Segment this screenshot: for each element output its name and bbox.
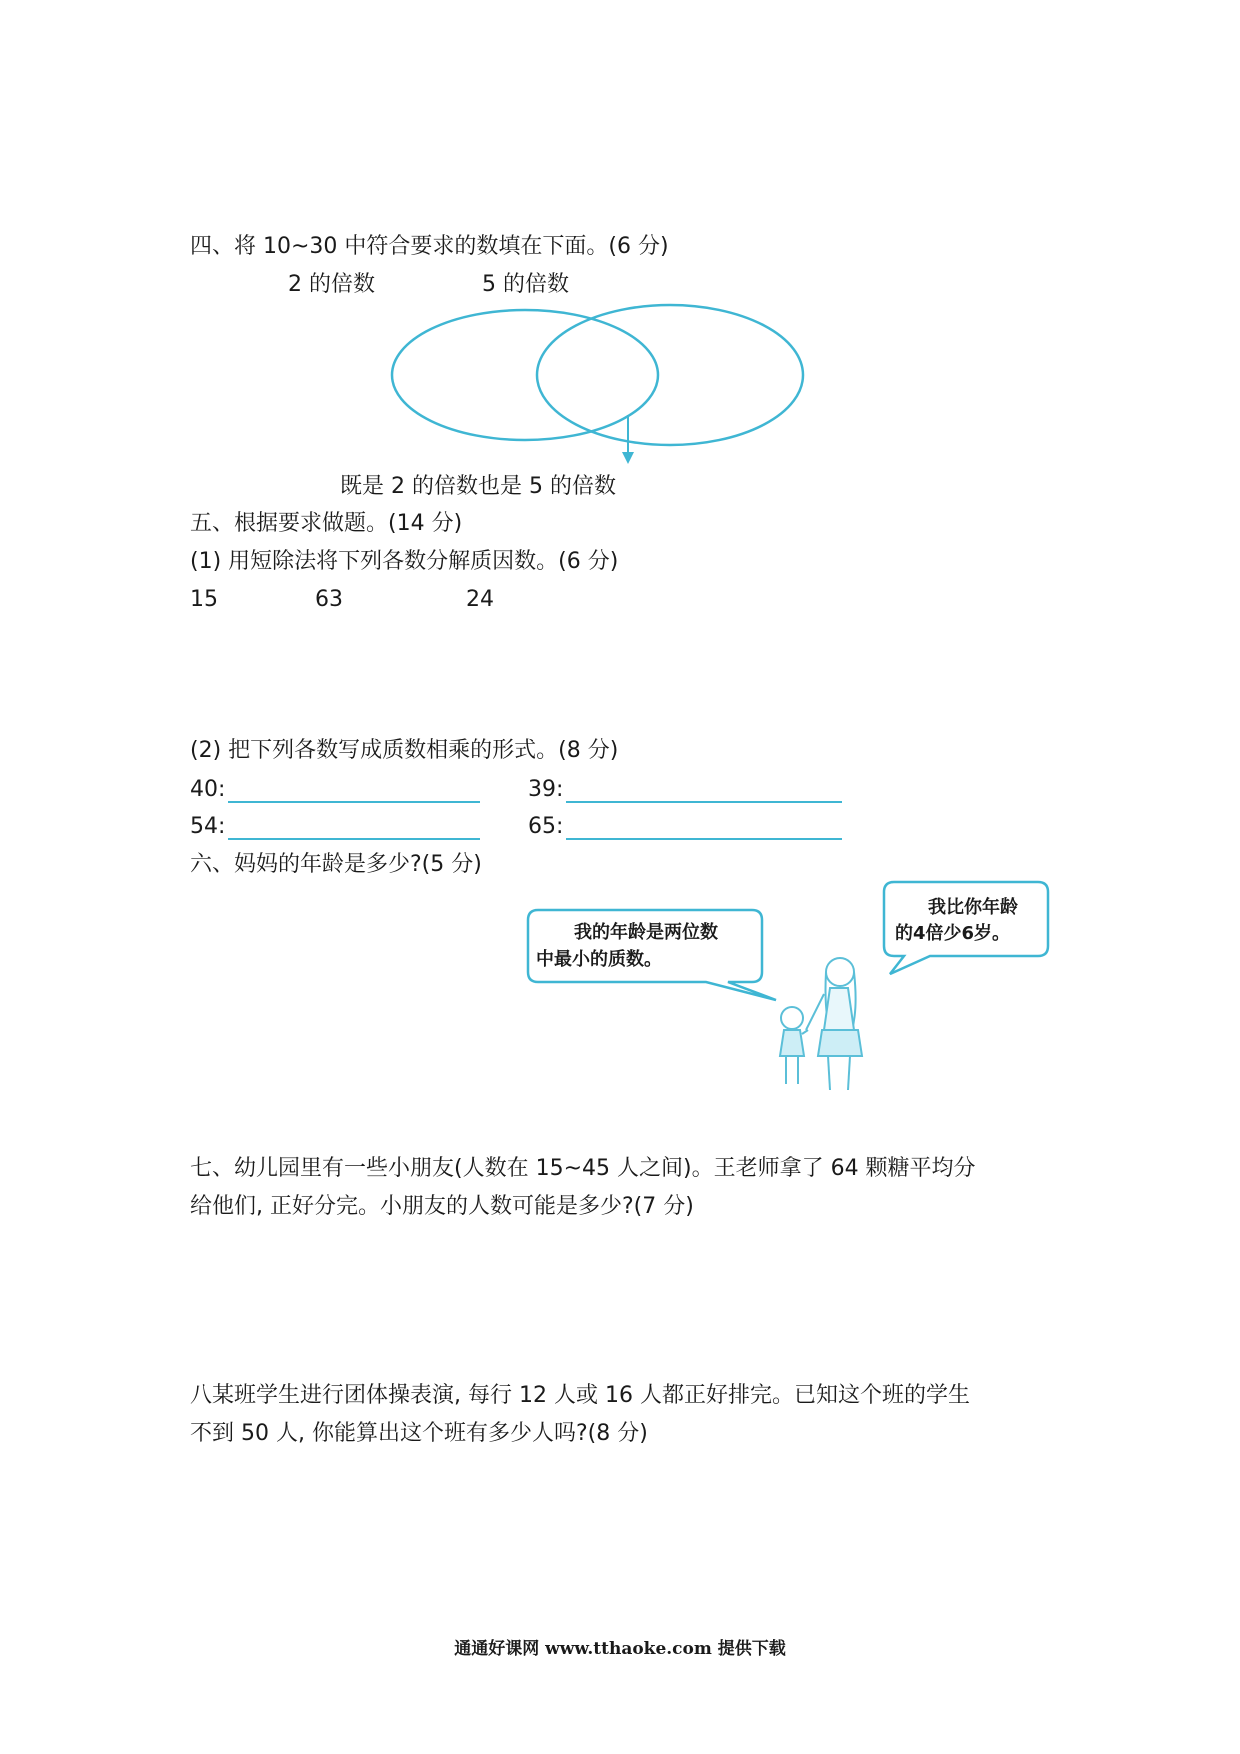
mother-figure [806,958,862,1090]
q8-line2: 不到 50 人, 你能算出这个班有多少人吗?(8 分) [190,1421,648,1446]
venn-left-ellipse [392,310,658,440]
q6-title: 六、妈妈的年龄是多少?(5 分) [190,852,482,877]
bubble-left-line2: 中最小的质数。 [536,949,662,970]
venn-right-ellipse [537,305,803,445]
q5-item-65-answer-line[interactable] [566,838,842,840]
q5-item-54-answer-line[interactable] [228,838,480,840]
bubble-right-line1: 我比你年龄 [928,897,1018,918]
q5-sub2: (2) 把下列各数写成质数相乘的形式。(8 分) [190,738,619,763]
venn-diagram [385,298,865,468]
footer-credit: 通通好课网 www.tthaoke.com 提供下载 [454,1639,786,1659]
daughter-figure [780,1007,808,1084]
q5-title: 五、根据要求做题。(14 分) [190,511,463,536]
bubble-left-line1: 我的年龄是两位数 [574,922,718,943]
q5-item-65-label: 65: [528,814,564,839]
q5-item-39-answer-line[interactable] [566,801,842,803]
q5-item-54-label: 54: [190,814,226,839]
q5-sub1: (1) 用短除法将下列各数分解质因数。(6 分) [190,549,619,574]
bubble-right-line2: 的4倍少6岁。 [895,923,1011,944]
venn-label-multiples-of-2: 2 的倍数 [288,272,375,297]
q7-line1: 七、幼儿园里有一些小朋友(人数在 15~45 人之间)。王老师拿了 64 颗糖平均分 [190,1156,976,1181]
venn-label-both: 既是 2 的倍数也是 5 的倍数 [340,474,616,499]
q5-item-40-answer-line[interactable] [228,801,480,803]
venn-arrow-head [622,452,634,464]
venn-label-multiples-of-5: 5 的倍数 [482,272,569,297]
q5-num-24: 24 [466,587,494,612]
q5-num-15: 15 [190,587,218,612]
q5-item-39-label: 39: [528,777,564,802]
q5-num-63: 63 [315,587,343,612]
q4-title: 四、将 10~30 中符合要求的数填在下面。(6 分) [190,234,669,259]
q8-line1: 八某班学生进行团体操表演, 每行 12 人或 16 人都正好排完。已知这个班的学生 [190,1383,970,1408]
q7-line2: 给他们, 正好分完。小朋友的人数可能是多少?(7 分) [190,1194,694,1219]
q5-item-40-label: 40: [190,777,226,802]
